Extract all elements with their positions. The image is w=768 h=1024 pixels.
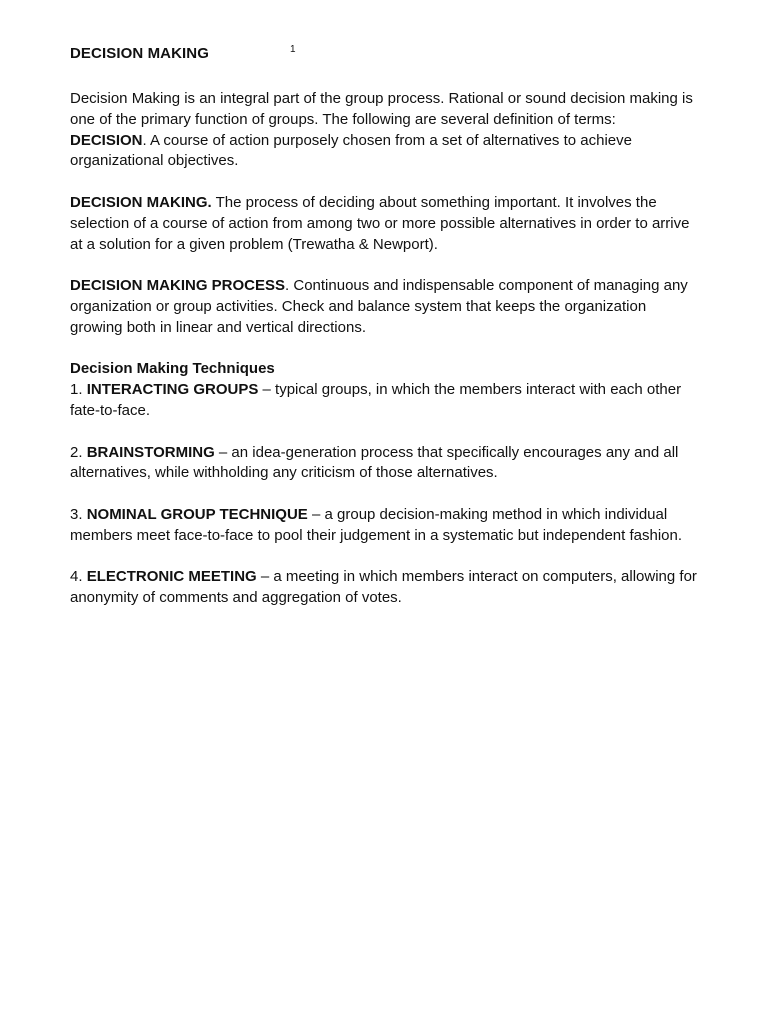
technique-number: 1.	[70, 381, 87, 399]
technique-electronic-meeting	[70, 567, 702, 609]
technique-interacting-groups	[70, 359, 702, 421]
definition-term: DECISION	[70, 131, 143, 149]
technique-term: NOMINAL GROUP TECHNIQUE	[86, 505, 308, 523]
techniques-heading: Decision Making Techniques	[70, 360, 275, 378]
technique-text: – an idea-generation process that specifically encourages any and all alternatives, while withholding any criticism of those alternatives.	[70, 443, 679, 482]
document-title: DECISION MAKING	[70, 45, 210, 62]
technique-text: – a meeting in which members interact on computers, allowing for anonymity of comments and aggregation of votes.	[70, 568, 697, 607]
technique-number: 2.	[70, 443, 87, 461]
page-number: 1	[290, 44, 296, 55]
technique-nominal-group	[70, 505, 702, 547]
technique-term: ELECTRONIC MEETING	[86, 568, 257, 586]
technique-brainstorming	[70, 443, 702, 485]
definition-decision-making-process	[70, 276, 702, 338]
technique-term: BRAINSTORMING	[86, 443, 215, 461]
definition-decision-making	[70, 193, 702, 255]
technique-number: 4.	[70, 568, 87, 586]
technique-text: – typical groups, in which the members interact with each other fate-to-face.	[70, 381, 682, 419]
technique-number: 3.	[70, 505, 87, 523]
definition-term: DECISION MAKING.	[70, 193, 212, 211]
intro-paragraph: Decision Making is an integral part of the group process. Rational or sound decision making is one of the primary function of groups. The following are several definition of terms:	[70, 90, 693, 128]
definition-text: . Continuous and indispensable component of managing any organization or group activities. Check and balance system that keeps the organization growing both in linear and vertical directions.	[70, 277, 688, 336]
definition-text: The process of deciding about something important. It involves the selection of a course of action from among two or more possible alternatives in order to arrive at a solution for a given problem (Trewatha & Newport).	[70, 193, 690, 253]
technique-term: INTERACTING GROUPS	[86, 381, 259, 399]
definition-term: DECISION MAKING PROCESS	[70, 277, 286, 295]
document-body	[70, 89, 702, 630]
technique-text: – a group decision-making method in which individual members meet face-to-face to pool their judgement in a systematic but independent fashion.	[70, 505, 683, 544]
definition-text: . A course of action purposely chosen from a set of alternatives to achieve organizational objectives.	[70, 131, 632, 170]
definition-decision	[70, 131, 702, 173]
